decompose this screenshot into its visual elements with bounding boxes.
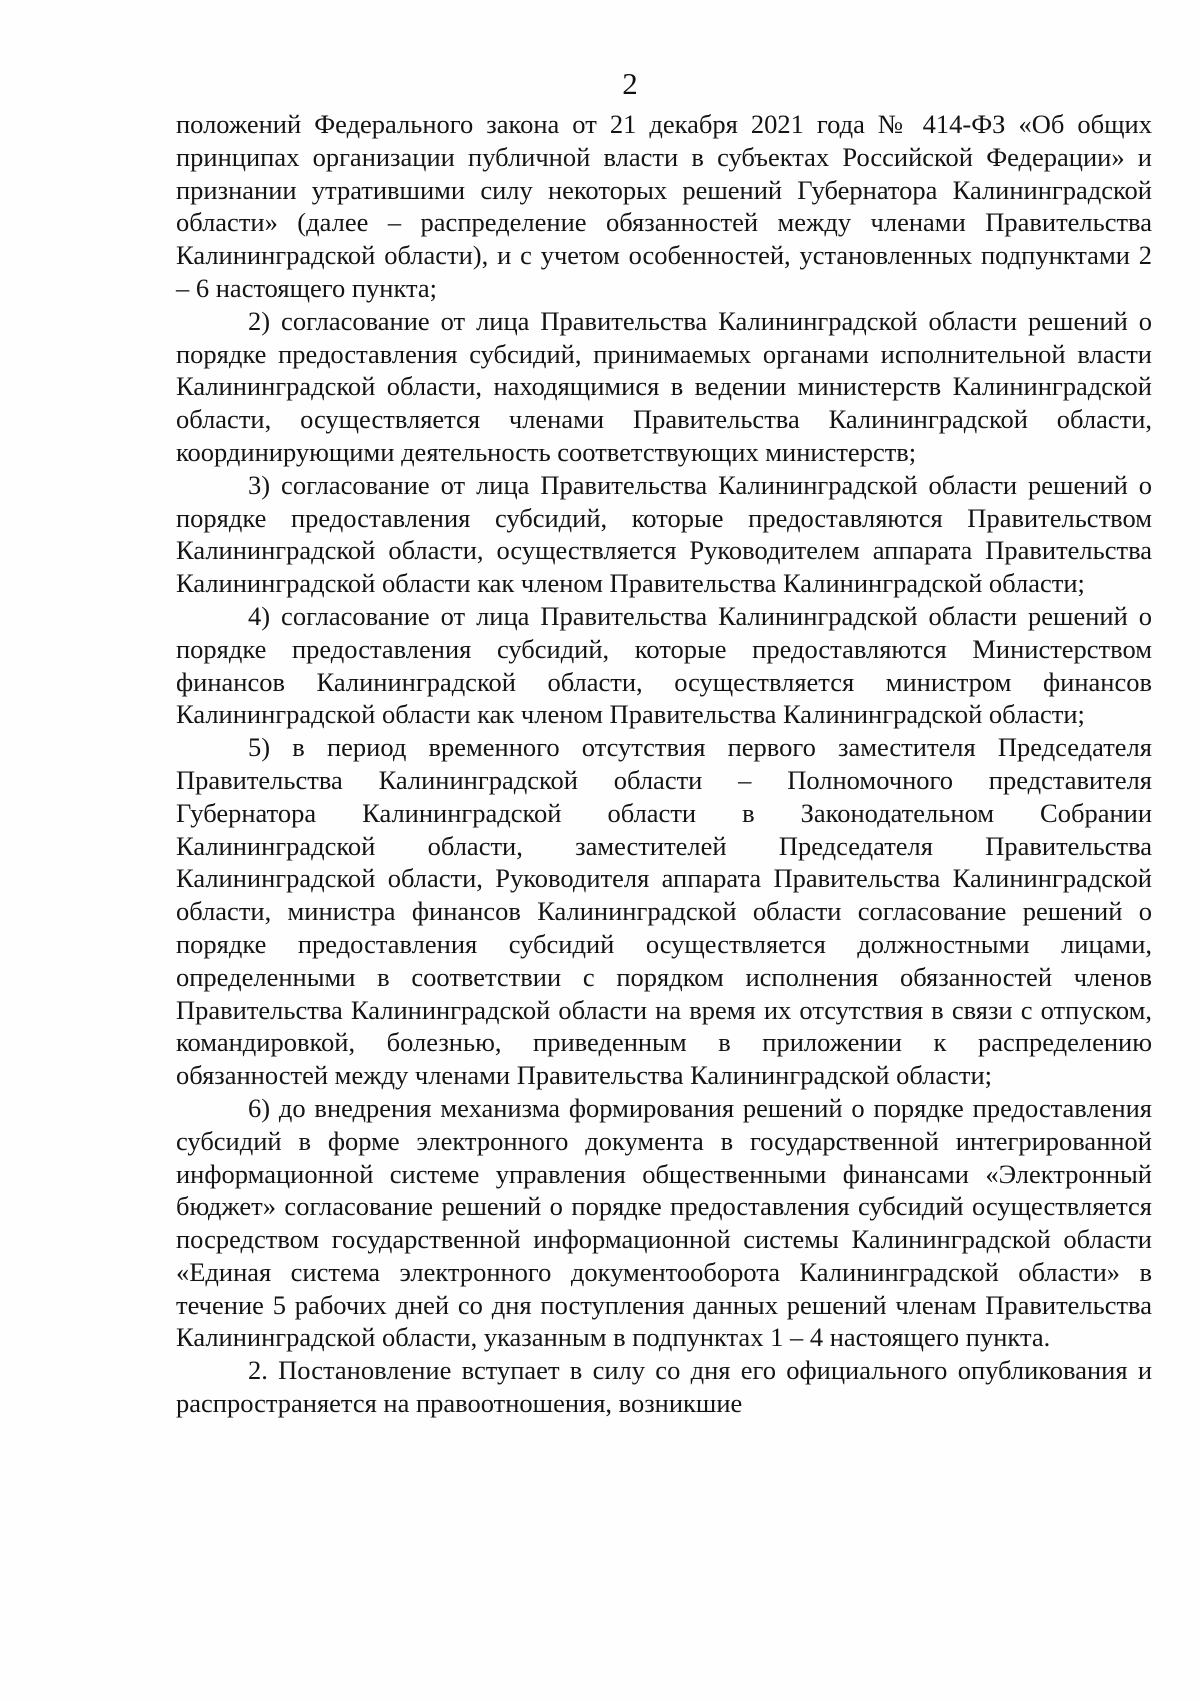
paragraph-continuation: положений Федерального закона от 21 декабря 2021 года № 414-ФЗ «Об общих принципах организации публичной власти в субъектах Российской Федерации» и признании утратившими силу некоторых решений Губернатора Калининградской области» (далее – распределение обязанностей между членами Правительства Калининградской области), и с учетом особенностей, установленных подпунктами 2 – 6 настоящего пункта; [176,109,1152,303]
paragraph-item-6: 6) до внедрения механизма формирования решений о порядке предоставления субсидий в форме электронного документа в государственной интегрированной информационной системе управления общественными финансами «Электронный бюджет» согласование решений о порядке предоставления субсидий осуществляется посредством государственной информационной системы Калининградской области «Единая система электронного документооборота Калининградской области» в течение 5 рабочих дней со дня поступления данных решений членам Правительства Калининградской области, указанным в подпунктах 1 – 4 настоящего пункта. [176,1092,1152,1353]
paragraph-item-5: 5) в период временного отсутствия первого заместителя Председателя Правительства Калининградской области – Полномочного представителя Губернатора Калининградской области в Законодательном Собрании Калининградской области, заместителей Председателя Правительства Калининградской области, Руководителя аппарата Правительства Калининградской области, министра финансов Калининградской области согласование решений о порядке предоставления субсидий осуществляется должностными лицами, определенными в соответствии с порядком исполнения обязанностей членов Правительства Калининградской области на время их отсутствия в связи с отпуском, командировкой, болезнью, приведенным в приложении к распределению обязанностей между членами Правительства Калининградской области; [176,732,1152,1091]
document-body [176,108,1152,1420]
paragraph-section-2: 2. Постановление вступает в силу со дня его официального опубликования и распространяется на правоотношения, возникшие [176,1355,1152,1419]
paragraph-item-3: 3) согласование от лица Правительства Калининградской области решений о порядке предоставления субсидий, которые предоставляются Правительством Калининградской области, осуществляется Руководителем аппарата Правительства Калининградской области как членом Правительства Калининградской области; [176,469,1152,599]
paragraph-item-2: 2) согласование от лица Правительства Калининградской области решений о порядке предоставления субсидий, принимаемых органами исполнительной власти Калининградской области, находящимися в ведении министерств Калининградской области, осуществляется членами Правительства Калининградской области, координирующими деятельность соответствующих министерств; [176,305,1152,467]
paragraph-item-4: 4) согласование от лица Правительства Калининградской области решений о порядке предоставления субсидий, которые предоставляются Министерством финансов Калининградской области, осуществляется министром финансов Калининградской области как членом Правительства Калининградской области; [176,600,1152,730]
page-number: 2 [622,66,638,101]
